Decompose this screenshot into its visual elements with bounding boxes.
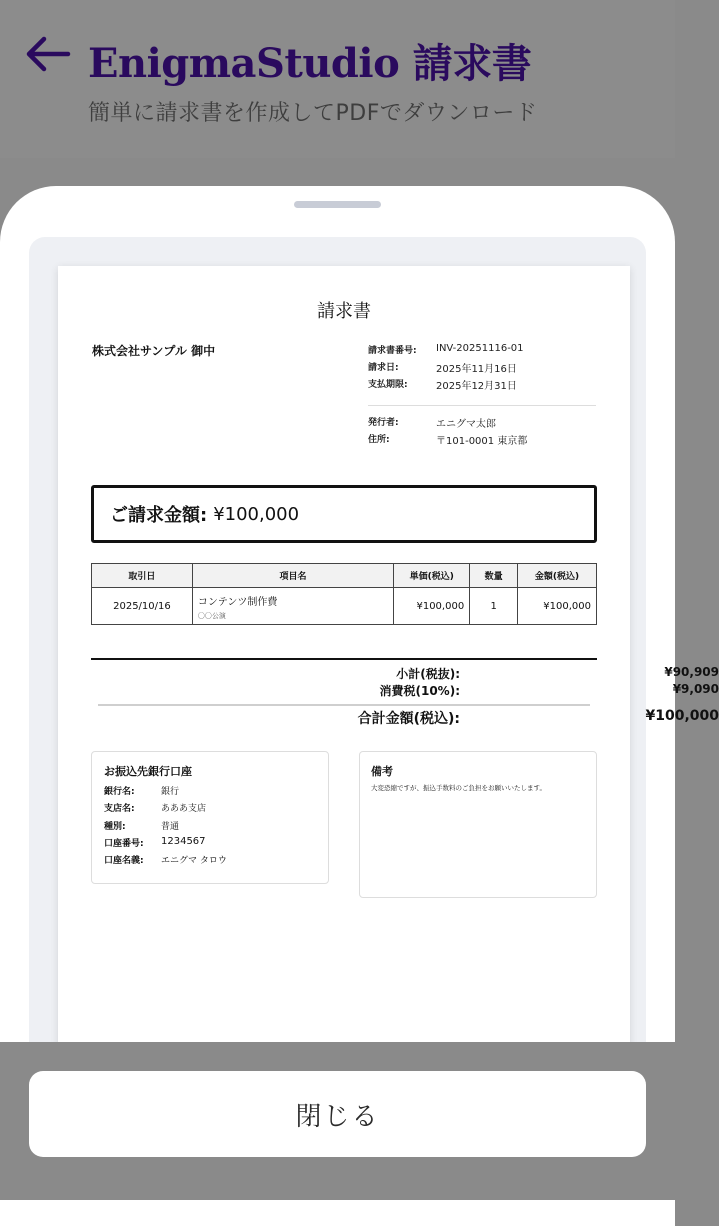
issuer-name xyxy=(368,415,496,430)
app-subtitle: 簡単に請求書を作成してPDFでダウンロード xyxy=(88,101,538,126)
totals-subdivider xyxy=(98,704,590,706)
notes-text: 大変恐縮ですが、振込手数料のご負担をお願いいたします。 xyxy=(371,784,546,792)
grand-total-label: 合計金額(税込): xyxy=(357,711,460,727)
app-title: EnigmaStudio 請求書 xyxy=(88,40,532,87)
invoice-title: 請求書 xyxy=(317,301,371,322)
grand-total-row xyxy=(330,708,719,728)
notes-title: 備考 xyxy=(371,765,393,778)
cell-item xyxy=(192,588,393,625)
meta-issue-date xyxy=(368,360,517,375)
line-items-table xyxy=(91,563,597,625)
client-name: 株式会社サンプル 御中 xyxy=(92,344,216,358)
table-header-row xyxy=(92,564,597,588)
bank-row xyxy=(104,836,206,849)
column-header: 金額(税込) xyxy=(518,564,597,588)
meta-label: 住所: xyxy=(368,435,390,445)
column-header: 数量 xyxy=(470,564,518,588)
billing-amount-value: ¥100,000 xyxy=(213,503,300,525)
issuer-address xyxy=(368,432,527,447)
tax-label: 消費税(10%): xyxy=(379,684,460,698)
tax-value: ¥9,090 xyxy=(672,682,719,696)
subtotal-value: ¥90,909 xyxy=(664,665,719,679)
meta-label: 請求書番号: xyxy=(368,346,417,356)
totals-divider xyxy=(91,658,597,660)
notes-box xyxy=(359,751,597,898)
bank-label: 口座名義: xyxy=(104,856,144,866)
cell-date: 2025/10/16 xyxy=(92,588,193,625)
column-header: 単価(税込) xyxy=(394,564,470,588)
bank-row xyxy=(104,784,179,797)
subtotal-row xyxy=(330,665,719,682)
meta-value: 〒101-0001 東京都 xyxy=(436,436,528,447)
bank-row xyxy=(104,853,227,866)
column-header: 項目名 xyxy=(192,564,393,588)
table-row xyxy=(92,588,597,625)
item-subtext: 〇〇公演 xyxy=(197,612,226,620)
close-button[interactable]: 閉じる xyxy=(29,1071,646,1157)
meta-value: INV-20251116-01 xyxy=(436,343,524,354)
item-name: コンテンツ制作費 xyxy=(197,597,278,608)
bank-row xyxy=(104,801,206,814)
bank-value: 銀行 xyxy=(161,787,180,797)
meta-value: 2025年11月16日 xyxy=(436,364,517,375)
meta-divider xyxy=(368,405,596,406)
bank-label: 支店名: xyxy=(104,804,135,814)
cell-quantity: 1 xyxy=(470,588,518,625)
bank-info-title: お振込先銀行口座 xyxy=(104,765,192,778)
column-header: 取引日 xyxy=(92,564,193,588)
bank-label: 口座番号: xyxy=(104,839,144,849)
bank-value: 1234567 xyxy=(161,836,206,847)
meta-invoice-number xyxy=(368,343,524,356)
meta-label: 請求日: xyxy=(368,363,399,373)
billing-amount-label: ご請求金額: xyxy=(110,505,208,526)
meta-label: 発行者: xyxy=(368,418,399,428)
meta-value: エニグマ太郎 xyxy=(436,419,496,430)
bank-value: エニグマ タロウ xyxy=(161,856,227,866)
bank-row xyxy=(104,819,179,832)
sheet-grabber[interactable] xyxy=(294,201,381,208)
meta-label: 支払期限: xyxy=(368,380,408,390)
cell-unit-price: ¥100,000 xyxy=(394,588,470,625)
bank-value: あああ支店 xyxy=(161,804,207,814)
cell-amount: ¥100,000 xyxy=(518,588,597,625)
arrow-left-icon[interactable] xyxy=(24,34,70,74)
bank-value: 普通 xyxy=(161,822,180,832)
bank-label: 種別: xyxy=(104,822,126,832)
billing-amount-box xyxy=(91,485,597,543)
meta-due-date xyxy=(368,377,517,392)
grand-total-value: ¥100,000 xyxy=(645,708,719,724)
subtotal-label: 小計(税抜): xyxy=(396,667,460,681)
meta-value: 2025年12月31日 xyxy=(436,381,517,392)
tax-row xyxy=(330,682,719,699)
bank-label: 銀行名: xyxy=(104,787,135,797)
